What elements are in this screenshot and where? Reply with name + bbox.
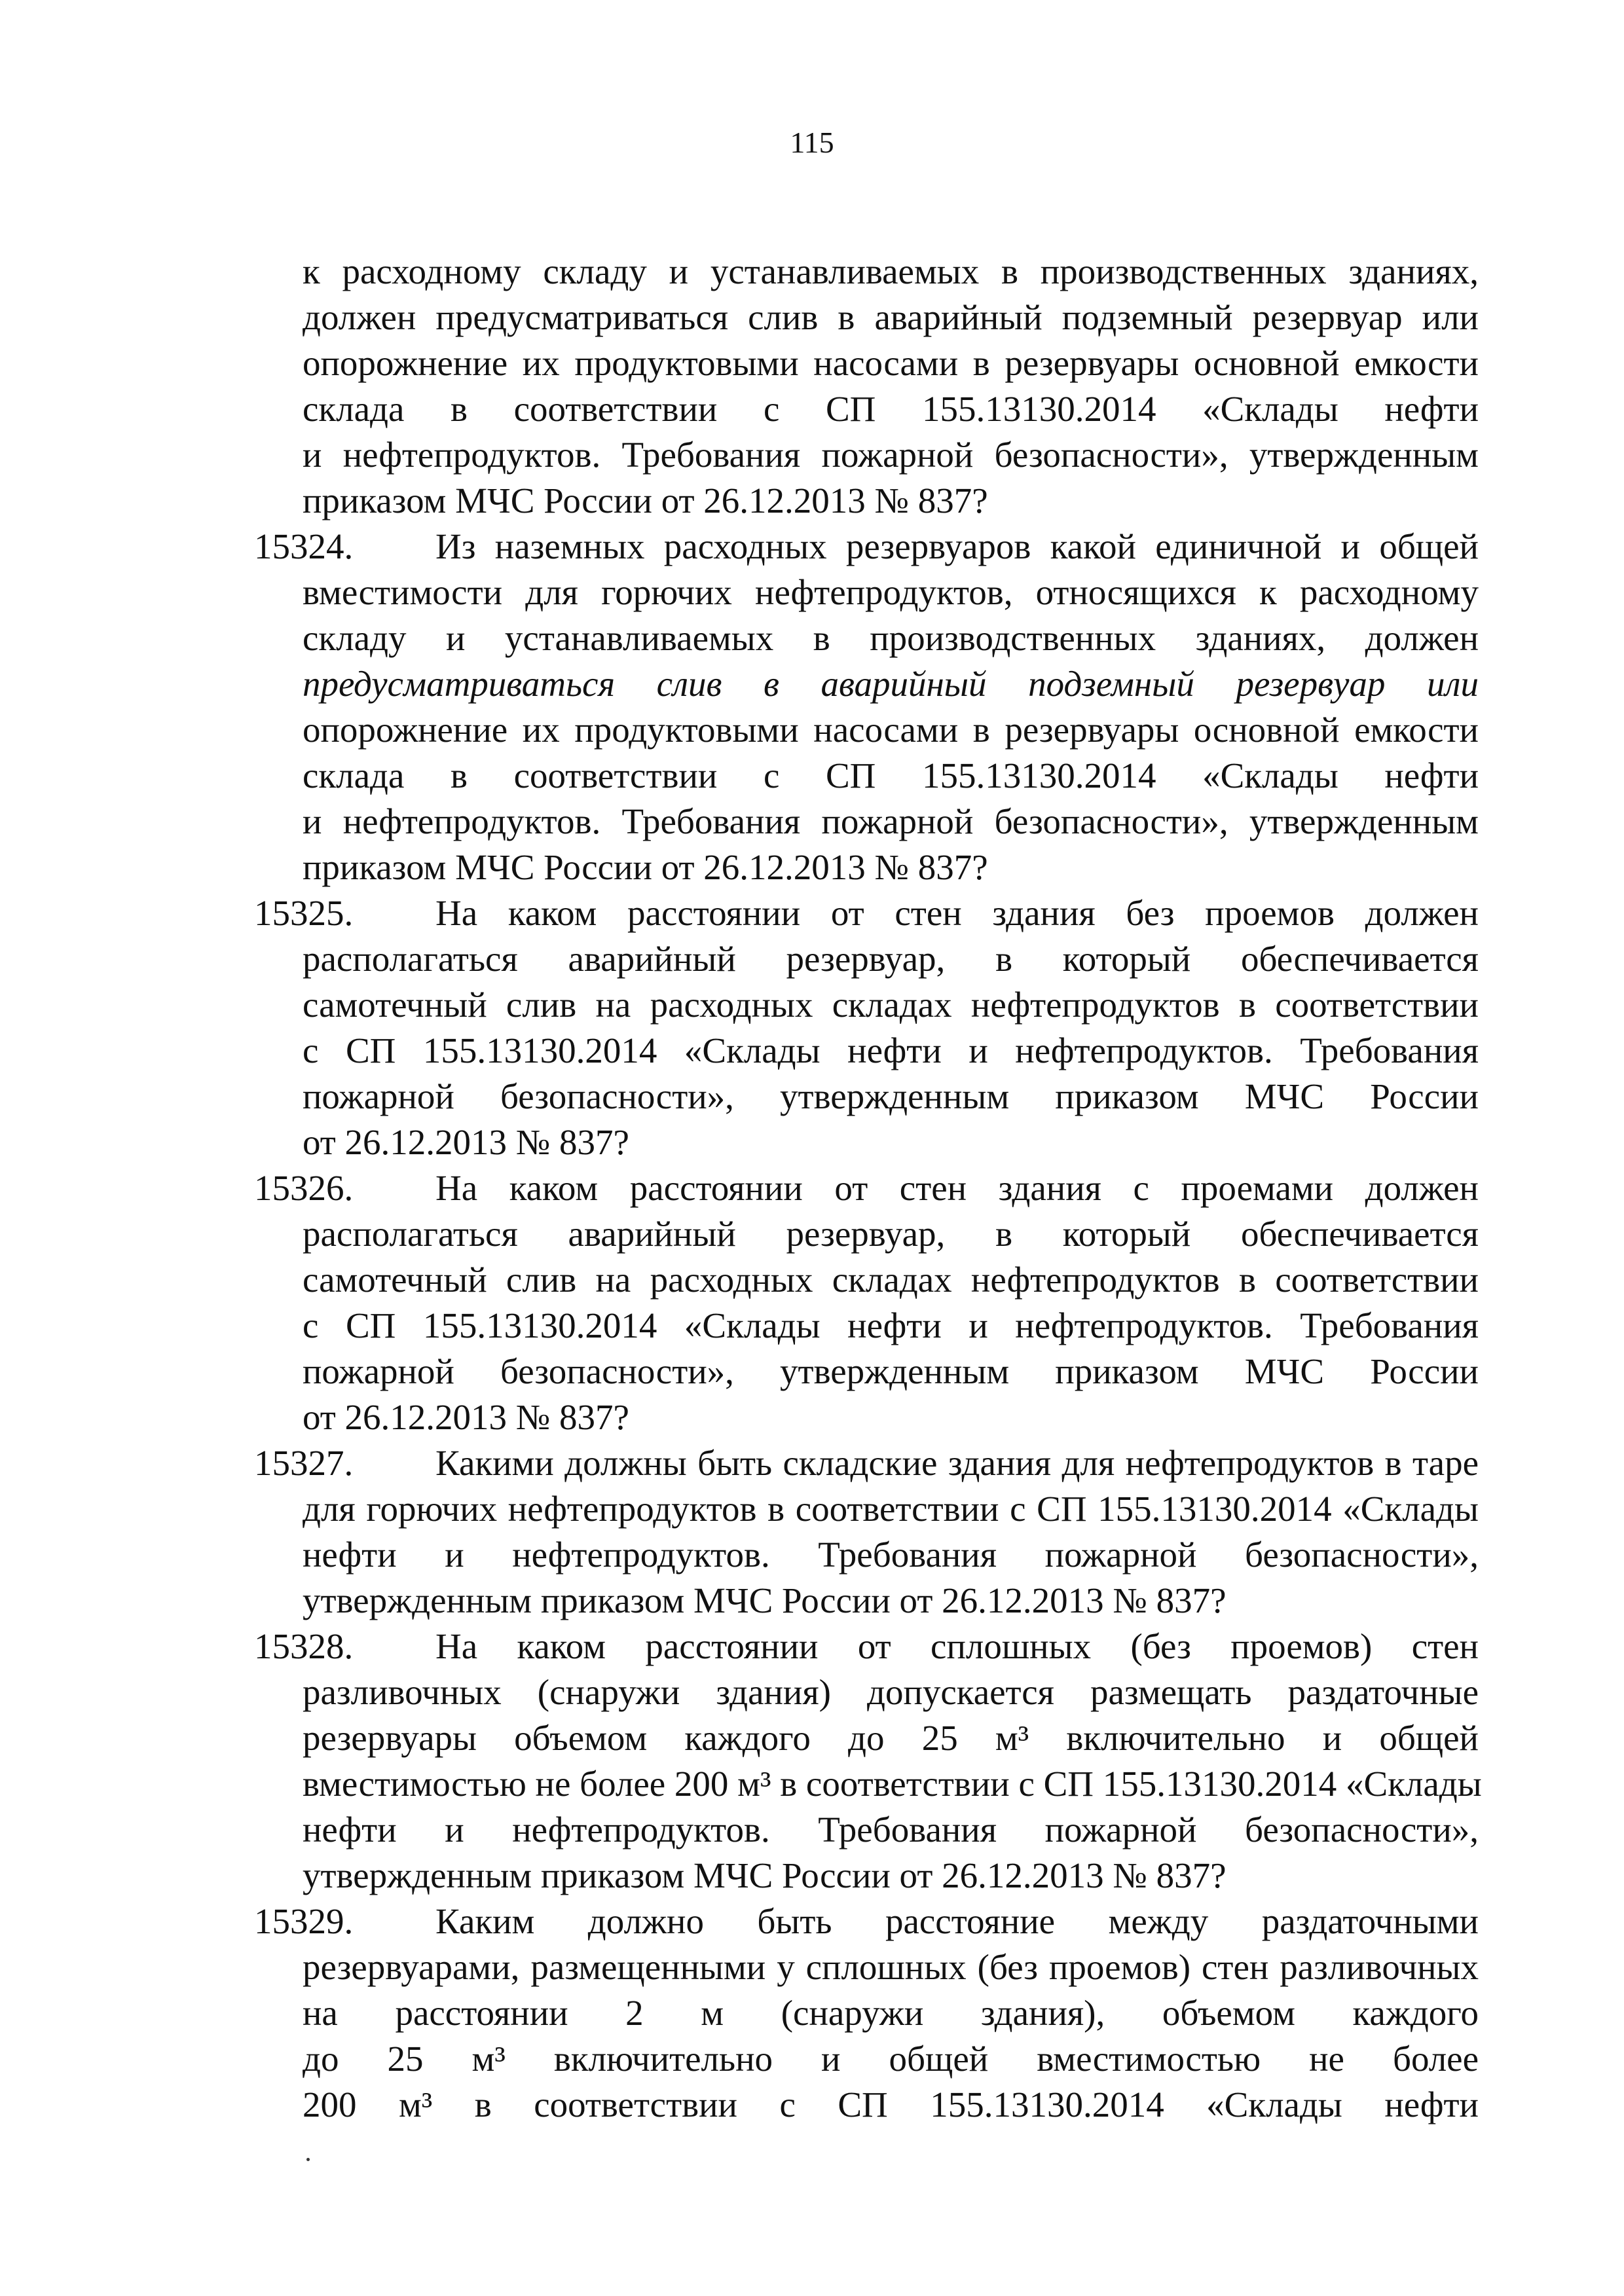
item-first-line — [254, 1165, 1479, 1211]
text-line: На каком расстоянии от стен здания без проемов должен — [435, 893, 1479, 933]
text-line: до 25 м³ включительно и общей вместимостью не более — [303, 2039, 1479, 2079]
item-number: 15326. — [254, 1168, 354, 1208]
continuation-paragraph — [254, 249, 1479, 524]
item-first-line — [254, 890, 1479, 936]
question-item — [254, 1165, 1479, 1440]
question-item — [254, 524, 1479, 890]
text-line: Каким должно быть расстояние между раздаточными — [435, 1901, 1479, 1941]
text-line: с СП 155.13130.2014 «Склады нефти и нефтепродуктов. Требования — [303, 1305, 1479, 1345]
text-line: вместимостью не более 200 м³ в соответствии с СП 155.13130.2014 «Склады — [303, 1764, 1482, 1804]
item-number: 15329. — [254, 1901, 354, 1941]
text-line: склада в соответствии с СП 155.13130.2014 «Склады нефти — [303, 389, 1479, 429]
text-line: и нефтепродуктов. Требования пожарной безопасности», утвержденным — [303, 801, 1479, 841]
text-line: предусматриваться слив в аварийный подземный резервуар или — [303, 664, 1479, 704]
text-line: утвержденным приказом МЧС России от 26.12.2013 № 837? — [303, 1855, 1227, 1895]
text-line: должен предусматриваться слив в аварийный подземный резервуар или — [303, 297, 1479, 337]
text-line: опорожнение их продуктовыми насосами в резервуары основной емкости — [303, 710, 1479, 750]
text-line: для горючих нефтепродуктов в соответствии с СП 155.13130.2014 «Склады — [303, 1489, 1479, 1529]
text-line: вместимости для горючих нефтепродуктов, относящихся к расходному — [303, 572, 1479, 612]
text-line: от 26.12.2013 № 837? — [303, 1397, 629, 1437]
item-first-line — [254, 1899, 1479, 1944]
text-line: утвержденным приказом МЧС России от 26.12.2013 № 837? — [303, 1580, 1227, 1620]
text-line: приказом МЧС России от 26.12.2013 № 837? — [303, 481, 988, 520]
question-item — [254, 1440, 1479, 1624]
scan-speck — [306, 2158, 310, 2161]
text-line: с СП 155.13130.2014 «Склады нефти и нефтепродуктов. Требования — [303, 1030, 1479, 1070]
text-line: На каком расстоянии от стен здания с проемами должен — [435, 1168, 1479, 1208]
text-line: резервуарами, размещенными у сплошных (без проемов) стен разливочных — [303, 1947, 1479, 1987]
text-line: 200 м³ в соответствии с СП 155.13130.2014 «Склады нефти — [303, 2085, 1479, 2124]
text-line: опорожнение их продуктовыми насосами в резервуары основной емкости — [303, 343, 1479, 383]
text-line: пожарной безопасности», утвержденным приказом МЧС России — [303, 1076, 1479, 1116]
text-line: На каком расстоянии от сплошных (без проемов) стен — [435, 1626, 1479, 1666]
text-line: складу и устанавливаемых в производственных зданиях, должен — [303, 618, 1479, 658]
question-item — [254, 890, 1479, 1165]
text-line: на расстоянии 2 м (снаружи здания), объемом каждого — [303, 1993, 1479, 2033]
text-line: к расходному складу и устанавливаемых в производственных зданиях, — [303, 251, 1479, 291]
item-number: 15328. — [254, 1626, 354, 1666]
text-line: Из наземных расходных резервуаров какой единичной и общей — [435, 526, 1479, 566]
text-line: самотечный слив на расходных складах нефтепродуктов в соответствии — [303, 1260, 1479, 1300]
text-line: резервуары объемом каждого до 25 м³ включительно и общей — [303, 1718, 1479, 1758]
text-line: разливочных (снаружи здания) допускается размещать раздаточные — [303, 1672, 1479, 1712]
text-line: приказом МЧС России от 26.12.2013 № 837? — [303, 847, 988, 887]
text-line: от 26.12.2013 № 837? — [303, 1122, 629, 1162]
text-line: Какими должны быть складские здания для нефтепродуктов в таре — [435, 1443, 1479, 1483]
item-number: 15327. — [254, 1443, 354, 1483]
item-number: 15324. — [254, 526, 354, 566]
text-line: располагаться аварийный резервуар, в который обеспечивается — [303, 939, 1479, 979]
question-item — [254, 1624, 1482, 1899]
text-line: самотечный слив на расходных складах нефтепродуктов в соответствии — [303, 985, 1479, 1025]
text-line: нефти и нефтепродуктов. Требования пожарной безопасности», — [303, 1810, 1479, 1850]
text-line: и нефтепродуктов. Требования пожарной безопасности», утвержденным — [303, 435, 1479, 475]
text-line: склада в соответствии с СП 155.13130.2014 «Склады нефти — [303, 756, 1479, 795]
text-line: располагаться аварийный резервуар, в который обеспечивается — [303, 1214, 1479, 1254]
text-line: нефти и нефтепродуктов. Требования пожарной безопасности», — [303, 1535, 1479, 1575]
item-number: 15325. — [254, 893, 354, 933]
item-first-line — [254, 524, 1479, 570]
item-first-line — [254, 1440, 1479, 1486]
item-first-line — [254, 1624, 1479, 1669]
question-item — [254, 1899, 1479, 2128]
text-line: пожарной безопасности», утвержденным приказом МЧС России — [303, 1351, 1479, 1391]
page-number: 115 — [790, 126, 834, 159]
document-body — [254, 249, 1482, 2128]
